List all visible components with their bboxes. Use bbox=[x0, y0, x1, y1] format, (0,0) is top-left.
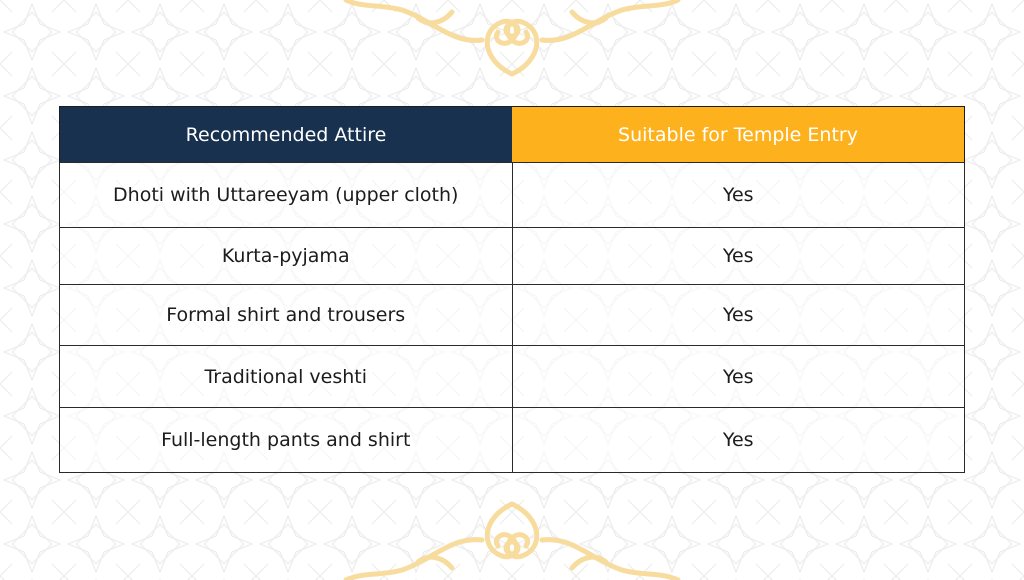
attire-cell: Kurta-pyjama bbox=[60, 228, 513, 285]
table-row bbox=[60, 285, 965, 346]
attire-cell: Full-length pants and shirt bbox=[60, 408, 513, 473]
top-ornament-icon bbox=[332, 0, 692, 80]
header-recommended-attire: Recommended Attire bbox=[60, 107, 513, 163]
attire-table bbox=[59, 106, 965, 473]
attire-cell: Formal shirt and trousers bbox=[60, 285, 513, 346]
header-suitable-for-temple-entry: Suitable for Temple Entry bbox=[512, 107, 965, 163]
table-row bbox=[60, 346, 965, 408]
table-row bbox=[60, 163, 965, 228]
table-header-row bbox=[60, 107, 965, 163]
attire-cell: Traditional veshti bbox=[60, 346, 513, 408]
attire-cell: Dhoti with Uttareeyam (upper cloth) bbox=[60, 163, 513, 228]
suitable-cell: Yes bbox=[512, 346, 965, 408]
suitable-cell: Yes bbox=[512, 228, 965, 285]
suitable-cell: Yes bbox=[512, 163, 965, 228]
bottom-ornament-icon bbox=[332, 496, 692, 580]
table-row bbox=[60, 228, 965, 285]
suitable-cell: Yes bbox=[512, 408, 965, 473]
suitable-cell: Yes bbox=[512, 285, 965, 346]
table-row bbox=[60, 408, 965, 473]
